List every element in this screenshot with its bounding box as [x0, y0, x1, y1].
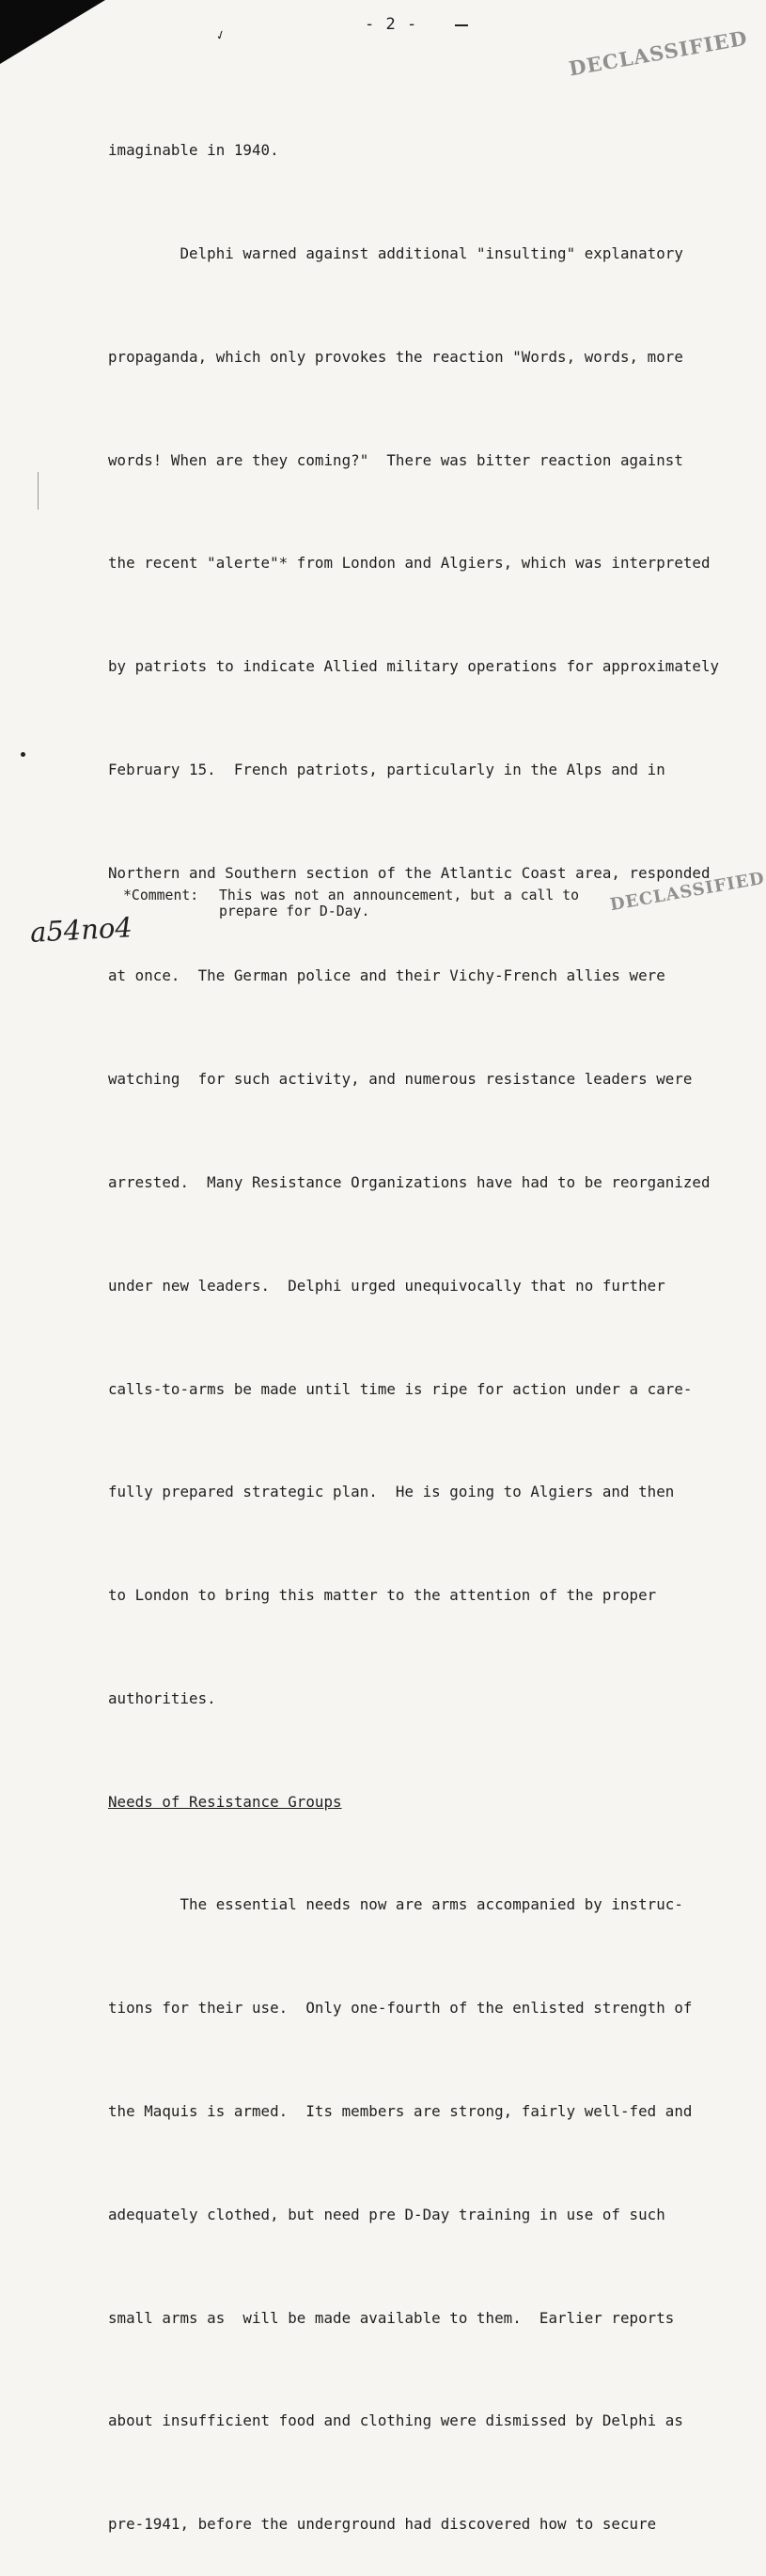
- pen-dash-mark: [455, 24, 468, 26]
- body-line: tions for their use. Only one-fourth of the enlisted strength of: [108, 1999, 693, 2018]
- body-line: under new leaders. Delphi urged unequivocally that no further: [108, 1276, 665, 1295]
- body-line: to London to bring this matter to the attention of the proper: [108, 1586, 657, 1605]
- body-line: imaginable in 1940.: [108, 141, 279, 160]
- body-line: February 15. French patriots, particularly in the Alps and in: [108, 760, 665, 778]
- footnote-text-line-2: prepare for D-Day.: [219, 903, 370, 919]
- declassified-stamp-bottom: DECLASSIFIED: [608, 868, 766, 916]
- body-line: about insufficient food and clothing were dismissed by Delphi as: [108, 2411, 683, 2430]
- body-line: arrested. Many Resistance Organizations have had to be reorganized: [108, 1173, 711, 1191]
- handwritten-note: a54no4: [29, 911, 133, 949]
- margin-ink-dot: [21, 752, 25, 757]
- margin-ink-line: [38, 472, 39, 510]
- body-line: the Maquis is armed. Its members are strong, fairly well-fed and: [108, 2102, 693, 2121]
- body-line: pre-1941, before the underground had discovered how to secure: [108, 2515, 657, 2534]
- footnote-label: *Comment:: [123, 887, 199, 903]
- body-line: Northern and Southern section of the Atlantic Coast area, responded: [108, 863, 711, 882]
- body-line: at once. The German police and their Vichy-French allies were: [108, 966, 665, 985]
- body-line: authorities.: [108, 1689, 216, 1707]
- body-line: adequately clothed, but need pre D-Day training in use of such: [108, 2205, 665, 2223]
- footnote-row-2: [123, 903, 579, 919]
- body-line: watching for such activity, and numerous resistance leaders were: [108, 1070, 693, 1089]
- section-heading: Needs of Resistance Groups: [108, 1792, 342, 1811]
- footnote: [123, 887, 579, 919]
- body-line: propaganda, which only provokes the reaction "Words, words, more: [108, 347, 683, 366]
- declassified-stamp-top: DECLASSIFIED: [567, 25, 750, 81]
- body-line: The essential needs now are arms accompanied by instruc-: [108, 1895, 683, 1914]
- pen-tick-mark: ✓: [213, 24, 227, 45]
- body-line: calls-to-arms be made until time is ripe for action under a care-: [108, 1379, 693, 1398]
- page-corner-fold: [0, 0, 105, 64]
- document-body: [108, 65, 720, 2576]
- body-line: words! When are they coming?" There was bitter reaction against: [108, 450, 683, 469]
- page-number: - 2 -: [365, 15, 418, 34]
- body-line: small arms as will be made available to them. Earlier reports: [108, 2308, 675, 2327]
- body-line: Delphi warned against additional "insulting" explanatory: [108, 243, 683, 262]
- footnote-text-line-1: This was not an announcement, but a call to: [219, 887, 580, 903]
- body-line: fully prepared strategic plan. He is going to Algiers and then: [108, 1483, 675, 1501]
- body-line: the recent "alerte"* from London and Algiers, which was interpreted: [108, 554, 711, 573]
- body-line: by patriots to indicate Allied military operations for approximately: [108, 657, 720, 676]
- footnote-row-1: [123, 887, 579, 903]
